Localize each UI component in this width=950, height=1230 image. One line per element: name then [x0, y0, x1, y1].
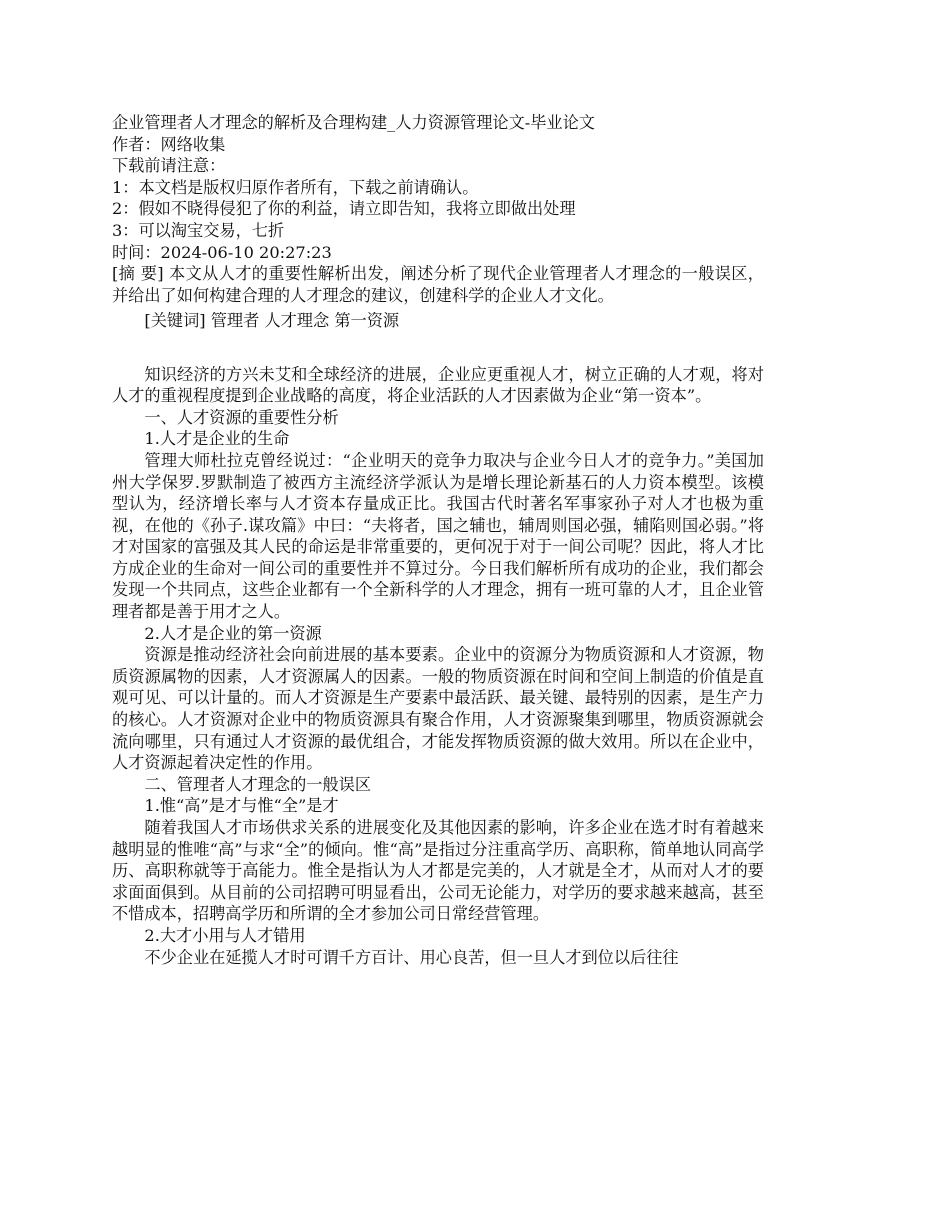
subsection-2-1-heading: 1.惟“高”是才与惟“全”是才	[144, 796, 339, 816]
document-page	[112, 112, 764, 968]
subsection-1-1-paragraph: 管理大师杜拉克曾经说过：“企业明天的竞争力取决与企业今日人才的竞争力。”美国加州大学保罗.罗默制造了被西方主流经济学派认为是增长理论新基石的人力资本模型。该模型认为，经济增长率与人才资本存量成正比。我国古代时著名军事家孙子对人才也极为重视，在他的《孙子.谋攻篇》中曰：“夫将者，国之辅也，辅周则国必强，辅陷则国必弱。”将才对国家的富强及其人民的命运是非常重要的，更何况于对于一间公司呢？因此，将人才比方成企业的生命对一间公司的重要性并不算过分。今日我们解析所有成功的企业，我们都会发现一个共同点，这些企业都有一个全新科学的人才理念，拥有一班可靠的人才，且企业管理者都是善于用才之人。	[112, 450, 764, 622]
document-title: 企业管理者人才理念的解析及合理构建_人力资源管理论文-毕业论文	[112, 113, 595, 132]
subsection-2-2-paragraph: 不少企业在延揽人才时可谓千方百计、用心良苦，但一旦人才到位以后往往	[144, 947, 679, 967]
author-line: 作者：网络收集	[112, 134, 226, 154]
subsection-1-1-heading: 1.人才是企业的生命	[144, 429, 290, 449]
subsection-1-2-heading: 2.人才是企业的第一资源	[144, 623, 322, 643]
abstract-paragraph: [摘 要] 本文从人才的重要性解析出发，阐述分析了现代企业管理者人才理念的一般误区，并给出了如何构建合理的人才理念的建议，创建科学的企业人才文化。	[112, 264, 764, 305]
keywords-line: [关键词] 管理者 人才理念 第一资源	[144, 311, 400, 331]
section-1-heading: 一、人才资源的重要性分析	[144, 407, 339, 427]
notice-item-3: 3：可以淘宝交易，七折	[112, 220, 285, 240]
notice-item-2: 2：假如不晓得侵犯了你的利益，请立即告知，我将立即做出处理	[112, 199, 576, 219]
subsection-1-2-paragraph: 资源是推动经济社会向前进展的基本要素。企业中的资源分为物质资源和人才资源，物质资源属物的因素，人才资源属人的因素。一般的物质资源在时间和空间上制造的价值是直观可见、可以计量的。而人才资源是生产要素中最活跃、最关键、最特别的因素，是生产力的核心。人才资源对企业中的物质资源具有聚合作用，人才资源聚集到哪里，物质资源就会流向哪里，只有通过人才资源的最优组合，才能发挥物质资源的做大效用。所以在企业中，人才资源起着决定性的作用。	[112, 645, 764, 773]
notice-label: 下载前请注意：	[112, 156, 226, 176]
time-line: 时间：2024-06-10 20:27:23	[112, 242, 332, 262]
intro-paragraph: 知识经济的方兴未艾和全球经济的进展，企业应更重视人才，树立正确的人才观，将对人才的重视程度提到企业战略的高度，将企业活跃的人才因素做为企业“第一资本”。	[112, 364, 764, 406]
blank-line	[112, 354, 764, 364]
blank-line	[112, 332, 764, 354]
subsection-2-2-heading: 2.大才小用与人才错用	[144, 925, 306, 945]
subsection-2-1-paragraph: 随着我国人才市场供求关系的进展变化及其他因素的影响，许多企业在选才时有着越来越明显的惟唯“高”与求“全”的倾向。惟“高”是指过分注重高学历、高职称，简单地认同高学 历、高职称就等于高能力。惟全是指认为人才都是完美的，人才就是全才，从而对人才的要求面面俱到。从目前的公司招聘可明显看出，公司无论能力，对学历的要求越来越高，甚至不惜成本，招聘高学历和所谓的全才参加公司日常经营管理。	[112, 818, 764, 924]
section-2-heading: 二、管理者人才理念的一般误区	[144, 774, 372, 794]
notice-item-1: 1：本文档是版权归原作者所有，下载之前请确认。	[112, 177, 479, 197]
